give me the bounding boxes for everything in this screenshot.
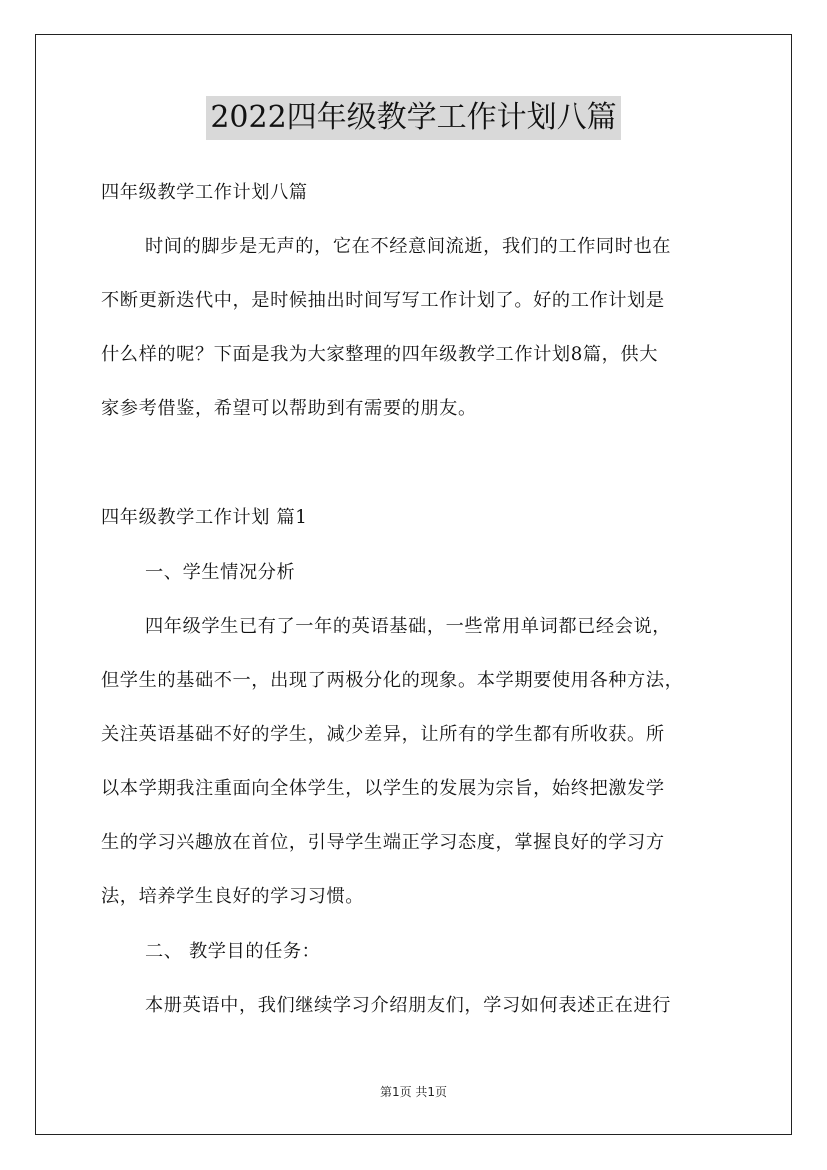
paragraph-line: 本册英语中，我们继续学习介绍朋友们，学习如何表述正在进行 (145, 995, 672, 1016)
paragraph-line: 四年级学生已有了一年的英语基础，一些常用单词都已经会说， (145, 616, 672, 637)
subsection-heading: 二、 教学目的任务： (145, 941, 321, 962)
paragraph-line: 时间的脚步是无声的，它在不经意间流逝，我们的工作同时也在 (145, 236, 672, 257)
paragraph-line: 生的学习兴趣放在首位，引导学生端正学习态度，掌握良好的学习方 (101, 832, 665, 853)
paragraph-line: 但学生的基础不一，出现了两极分化的现象。本学期要使用各种方法， (101, 670, 684, 691)
paragraph-line: 什么样的呢？下面是我为大家整理的四年级教学工作计划8篇，供大 (101, 344, 659, 365)
paragraph-line: 不断更新迭代中，是时候抽出时间写写工作计划了。好的工作计划是 (101, 290, 665, 311)
document-title: 2022四年级教学工作计划八篇 (206, 96, 620, 140)
section-heading: 四年级教学工作计划 篇1 (101, 507, 308, 528)
intro-heading: 四年级教学工作计划八篇 (101, 182, 308, 203)
paragraph-line: 关注英语基础不好的学生，减少差异，让所有的学生都有所收获。所 (101, 724, 665, 745)
title-container (0, 96, 827, 140)
page-footer: 第1页 共1页 (379, 1085, 448, 1099)
paragraph-line: 法，培养学生良好的学习习惯。 (101, 886, 365, 907)
paragraph-line: 家参考借鉴，希望可以帮助到有需要的朋友。 (101, 398, 477, 419)
subsection-heading: 一、学生情况分析 (145, 562, 296, 583)
paragraph-line: 以本学期我注重面向全体学生，以学生的发展为宗旨，始终把激发学 (101, 778, 665, 799)
